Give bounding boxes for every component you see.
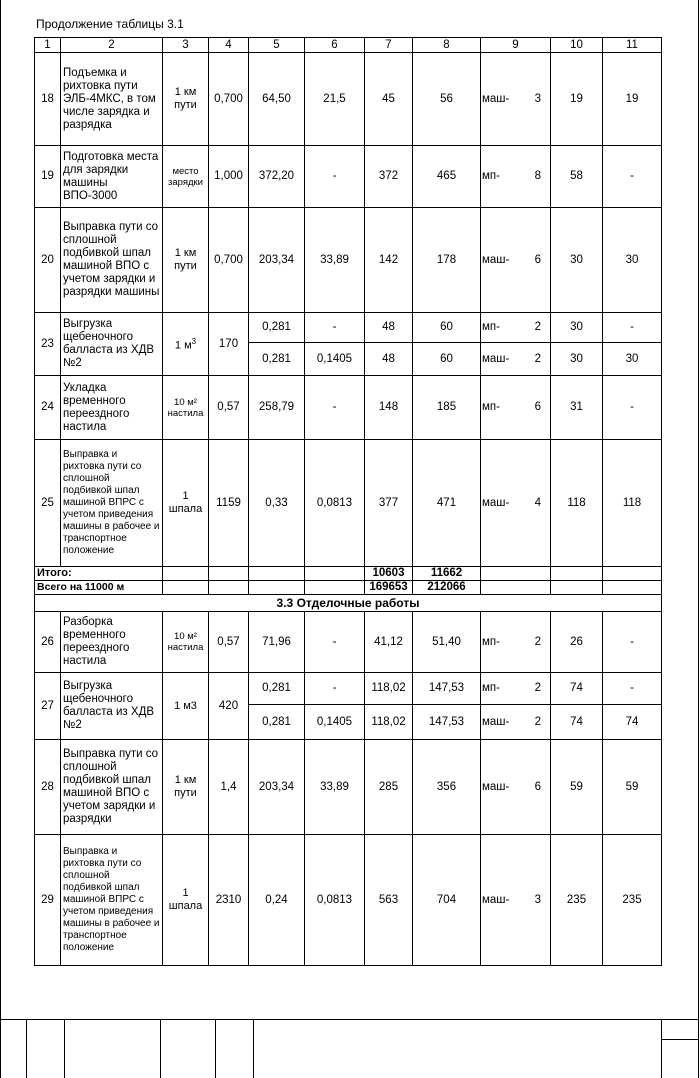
work-name: Выправка и рихтовка пути со сплошной подбивкой шпал машиной ВПРС с учетом приведения машины в рабочее и транспортное положение [61,835,163,966]
col-header-10: 10 [551,38,603,53]
crew-count: 2 [534,352,541,365]
cell-c6: 0,1405 [305,343,365,376]
cell-c5: 0,281 [249,673,305,705]
cell-c5: 0,281 [249,313,305,343]
cell-c8: 704 [413,835,481,966]
cell-c11: 74 [603,705,662,740]
table-row [35,208,662,313]
cell-c8: 147,53 [413,705,481,740]
crew-count: 2 [534,682,541,694]
cell-c5: 372,20 [249,146,305,208]
header-row [35,38,662,53]
cell-c7: 48 [365,343,413,376]
cell-c11: 235 [603,835,662,966]
crew-type: мп- [482,682,500,694]
cell-c6: - [305,313,365,343]
work-unit: 1 км пути [163,53,209,146]
table-row [35,146,662,208]
cell-c10: 118 [551,440,603,567]
cell-c10: 74 [551,705,603,740]
crew-type: маш- [482,780,510,793]
crew-count: 8 [534,170,541,182]
work-unit: 1 м3 [163,673,209,740]
row-number: 24 [35,376,61,440]
cell-c10: 26 [551,612,603,673]
cell-c6: 33,89 [305,740,365,835]
cell-c10: 31 [551,376,603,440]
cell-c4: 0,700 [209,53,249,146]
cell-c9 [481,343,551,376]
table-row [35,740,662,835]
cell-c8: 56 [413,53,481,146]
works-table [34,37,662,966]
col-header-11: 11 [603,38,662,53]
table-caption: Продолжение таблицы 3.1 [36,17,184,31]
section-title: 3.3 Отделочные работы [35,595,662,612]
crew-type: маш- [482,715,510,728]
crew-count: 6 [534,401,541,413]
cell-c9 [481,440,551,567]
cell-c9 [481,146,551,208]
col-header-3: 3 [163,38,209,53]
title-block-divider [160,1019,161,1078]
crew-count: 2 [534,715,541,728]
work-name: Выправка и рихтовка пути со сплошной подбивкой шпал машиной ВПРС с учетом приведения машины в рабочее и транспортное положение [61,440,163,567]
cell-c6: 0,0813 [305,440,365,567]
title-block [0,1019,699,1078]
unit-text: 1 м [174,339,192,352]
table-row [35,612,662,673]
col-header-5: 5 [249,38,305,53]
cell-c11: - [603,673,662,705]
row-number: 26 [35,612,61,673]
cell-c5: 203,34 [249,208,305,313]
work-name: Подъемка и рихтовка пути ЭЛБ-4МКС, в том числе зарядка и разрядка [61,53,163,146]
cell-c5: 203,34 [249,740,305,835]
cell-c5: 0,281 [249,343,305,376]
crew-count: 2 [534,635,541,648]
crew-type: маш- [482,496,510,509]
cell-c11: - [603,376,662,440]
cell-c7: 41,12 [365,612,413,673]
cell-c7: 118,02 [365,673,413,705]
cell-c11: 30 [603,343,662,376]
cell-c4: 0,700 [209,208,249,313]
col-header-4: 4 [209,38,249,53]
crew-type: мп- [482,635,500,648]
cell-c7: 45 [365,53,413,146]
total-row [35,581,662,595]
work-name: Разборка временного переездного настила [61,612,163,673]
work-unit: 1 км пути [163,740,209,835]
cell-c9 [481,705,551,740]
cell-c9 [481,313,551,343]
cell-c4: 1,4 [209,740,249,835]
work-unit: место зарядки [163,146,209,208]
row-number: 27 [35,673,61,740]
subtotal-c7: 10603 [365,567,413,581]
cell-c10: 30 [551,313,603,343]
cell-c9 [481,835,551,966]
cell-c7: 142 [365,208,413,313]
work-name: Выправка пути со сплошной подбивкой шпал машиной ВПО с учетом зарядки и разрядки машины [61,208,163,313]
cell-c11: 30 [603,208,662,313]
subtotal-c8: 11662 [413,567,481,581]
work-unit: 10 м² настила [163,612,209,673]
page-frame-left [0,0,1,1078]
page-frame-right [698,0,699,1078]
cell-c9 [481,673,551,705]
col-header-6: 6 [305,38,365,53]
crew-count: 3 [534,893,541,906]
cell-c11: - [603,612,662,673]
cell-c11: 118 [603,440,662,567]
row-number: 18 [35,53,61,146]
work-name: Подготовка места для зарядки машины ВПО-3000 [61,146,163,208]
cell-c8: 60 [413,343,481,376]
cell-c9 [481,612,551,673]
cell-c7: 48 [365,313,413,343]
crew-count: 2 [534,321,541,333]
row-number: 29 [35,835,61,966]
cell-c6: 33,89 [305,208,365,313]
section-row [35,595,662,612]
cell-c6: - [305,376,365,440]
cell-c5: 0,33 [249,440,305,567]
title-block-sheet-divider [661,1039,699,1040]
work-name: Выгрузка щебеночного балласта из ХДВ №2 [61,673,163,740]
subtotal-row [35,567,662,581]
work-name: Укладка временного переездного настила [61,376,163,440]
work-name: Выгрузка щебеночного балласта из ХДВ №2 [61,313,163,376]
title-block-divider [26,1019,27,1078]
work-unit: 1 шпала [163,440,209,567]
cell-c7: 285 [365,740,413,835]
cell-c4: 1,000 [209,146,249,208]
crew-count: 6 [534,253,541,266]
col-header-9: 9 [481,38,551,53]
cell-c10: 74 [551,673,603,705]
cell-c7: 377 [365,440,413,567]
total-c7: 169653 [365,581,413,595]
cell-c8: 185 [413,376,481,440]
work-name: Выправка пути со сплошной подбивкой шпал машиной ВПО с учетом зарядки и разрядки [61,740,163,835]
cell-c7: 563 [365,835,413,966]
cell-c7: 118,02 [365,705,413,740]
cell-c6: - [305,146,365,208]
title-block-divider [215,1019,216,1078]
cell-c4: 2310 [209,835,249,966]
cell-c8: 356 [413,740,481,835]
cell-c9 [481,53,551,146]
cell-c11: - [603,146,662,208]
cell-c4: 0,57 [209,376,249,440]
table-row [35,313,662,343]
cell-c10: 19 [551,53,603,146]
crew-type: маш- [482,893,510,906]
cell-c8: 60 [413,313,481,343]
row-number: 28 [35,740,61,835]
cell-c4: 420 [209,673,249,740]
crew-type: мп- [482,401,500,413]
total-label: Всего на 11000 м [35,581,163,595]
title-block-divider [661,1019,662,1078]
crew-count: 4 [534,496,541,509]
unit-superscript: 3 [191,337,197,347]
table-row [35,835,662,966]
cell-c10: 30 [551,343,603,376]
cell-c5: 64,50 [249,53,305,146]
work-unit [163,313,209,376]
crew-count: 6 [534,780,541,793]
table-row [35,673,662,705]
row-number: 19 [35,146,61,208]
cell-c6: 0,1405 [305,705,365,740]
cell-c4: 170 [209,313,249,376]
cell-c10: 235 [551,835,603,966]
title-block-divider [64,1019,65,1078]
cell-c11: 59 [603,740,662,835]
subtotal-label: Итого: [35,567,163,581]
cell-c6: - [305,612,365,673]
title-block-divider [253,1019,254,1078]
col-header-1: 1 [35,38,61,53]
row-number: 23 [35,313,61,376]
cell-c4: 1159 [209,440,249,567]
row-number: 20 [35,208,61,313]
cell-c6: 0,0813 [305,835,365,966]
cell-c8: 471 [413,440,481,567]
crew-type: мп- [482,170,500,182]
cell-c8: 178 [413,208,481,313]
crew-type: мп- [482,321,500,333]
cell-c9 [481,208,551,313]
total-c8: 212066 [413,581,481,595]
table-row [35,376,662,440]
cell-c10: 59 [551,740,603,835]
cell-c5: 0,281 [249,705,305,740]
cell-c10: 58 [551,146,603,208]
cell-c11: 19 [603,53,662,146]
cell-c8: 465 [413,146,481,208]
col-header-8: 8 [413,38,481,53]
table-row [35,440,662,567]
work-unit: 1 км пути [163,208,209,313]
cell-c8: 147,53 [413,673,481,705]
work-unit: 10 м² настила [163,376,209,440]
cell-c9 [481,376,551,440]
cell-c8: 51,40 [413,612,481,673]
cell-c10: 30 [551,208,603,313]
title-block-top-border [0,1019,699,1020]
table-row [35,53,662,146]
cell-c11: - [603,313,662,343]
crew-type: маш- [482,253,510,266]
cell-c5: 71,96 [249,612,305,673]
crew-type: маш- [482,352,510,365]
cell-c5: 0,24 [249,835,305,966]
cell-c4: 0,57 [209,612,249,673]
work-unit: 1 шпала [163,835,209,966]
row-number: 25 [35,440,61,567]
cell-c5: 258,79 [249,376,305,440]
cell-c9 [481,740,551,835]
crew-count: 3 [534,92,541,105]
crew-type: маш- [482,92,510,105]
cell-c6: - [305,673,365,705]
col-header-2: 2 [61,38,163,53]
col-header-7: 7 [365,38,413,53]
cell-c7: 148 [365,376,413,440]
cell-c7: 372 [365,146,413,208]
cell-c6: 21,5 [305,53,365,146]
